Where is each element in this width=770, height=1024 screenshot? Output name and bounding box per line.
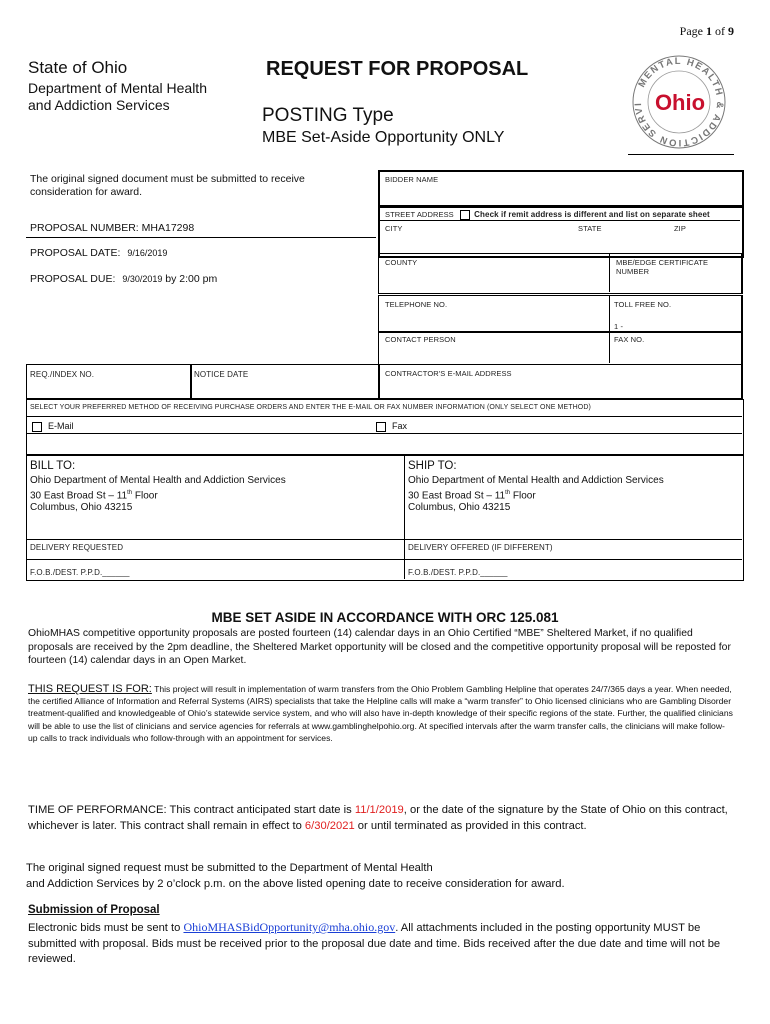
email-option[interactable] xyxy=(32,421,74,432)
performance-text-2: , or the date of the signature by the State of Ohio on this contract, whichever is later. This contract shall remain in effect to xyxy=(28,804,728,832)
remit-check-label: Check if remit address is different and list on separate sheet xyxy=(474,210,710,219)
state-name: State of Ohio xyxy=(28,58,128,77)
posting-subtype: MBE Set-Aside Opportunity ONLY xyxy=(262,129,505,146)
fob-left: F.O.B./DEST. P.P.D.______ xyxy=(30,568,130,577)
ship-to-line-3: Columbus, Ohio 43215 xyxy=(408,502,511,514)
signed-request-notice xyxy=(26,861,565,892)
contact-person-label: CONTACT PERSON xyxy=(385,335,456,344)
bill-to-line-2: 30 East Broad St – 11th Floor xyxy=(30,490,158,502)
performance-end-date: 6/30/2021 xyxy=(304,819,355,832)
proposal-date xyxy=(30,247,167,259)
submission-body xyxy=(28,920,738,968)
ship-to-line-2: 30 East Broad St – 11th Floor xyxy=(408,490,536,502)
bid-email-link[interactable]: OhioMHASBidOpportunity@mha.ohio.gov xyxy=(183,920,396,934)
state-label: STATE xyxy=(578,224,602,233)
proposal-date-label: PROPOSAL DATE: xyxy=(30,247,121,259)
toll-free-label: TOLL FREE NO. xyxy=(614,300,672,309)
bill-to-line-3: Columbus, Ohio 43215 xyxy=(30,502,133,514)
submission-pre: Electronic bids must be sent to xyxy=(28,922,184,934)
signed-notice-line-1: The original signed request must be submitted to the Department of Mental Health xyxy=(26,862,433,874)
proposal-due-label: PROPOSAL DUE: xyxy=(30,273,116,285)
proposal-number-value: MHA17298 xyxy=(141,222,195,234)
notice-date-label: NOTICE DATE xyxy=(194,370,249,379)
request-label: THIS REQUEST IS FOR: xyxy=(28,683,152,695)
fob-right: F.O.B./DEST. P.P.D.______ xyxy=(408,568,508,577)
original-document-notice: The original signed document must be submitted to receive consideration for award. xyxy=(30,173,305,198)
ohio-mhas-logo xyxy=(622,50,736,160)
fax-option[interactable] xyxy=(376,421,407,432)
performance-start-date: 11/1/2019 xyxy=(354,804,404,816)
performance-text-3: or until terminated as provided in this contract. xyxy=(354,819,587,832)
logo-ring-text: MENTAL HEALTH & ADDICTION SERVI xyxy=(632,55,726,149)
page-of: of xyxy=(715,24,725,38)
mbe-heading: MBE SET ASIDE IN ACCORDANCE WITH ORC 125.081 xyxy=(211,610,559,625)
mbe-body: OhioMHAS competitive opportunity proposals are posted fourteen (14) calendar days in an Ohio Certified “MBE” Sheltered Market, if no qualified proposals are received by the 2pm deadline, the Sheltered Market opportunity will be closed and the competitive opportunity proposal will be reposted for fourteen (14) calendar days in an Open Market. xyxy=(28,628,731,666)
proposal-due xyxy=(30,273,217,285)
req-index-label: REQ./INDEX NO. xyxy=(30,370,95,379)
request-section xyxy=(28,683,734,744)
mbe-certificate-label: MBE/EDGE CERTIFICATE NUMBER xyxy=(616,258,709,276)
submission-post: . All attachments included in the posting opportunity MUST be submitted with proposal. Bids must be received prior to the proposal due date and time. Bids received after the due date and time will not be reviewed. xyxy=(28,922,721,965)
street-address-label: STREET ADDRESS xyxy=(385,210,454,219)
contractor-email-label: CONTRACTOR'S E-MAIL ADDRESS xyxy=(385,369,512,378)
performance-text-1: TIME OF PERFORMANCE: This contract anticipated start date is xyxy=(28,804,355,816)
proposal-due-date: 9/30/2019 xyxy=(122,274,163,284)
department-line-2: and Addiction Services xyxy=(28,97,170,113)
proposal-number xyxy=(30,222,194,234)
zip-label: ZIP xyxy=(674,224,686,233)
bidder-name-label: BIDDER NAME xyxy=(385,175,439,184)
proposal-date-value: 9/16/2019 xyxy=(127,248,168,258)
delivery-offered-label: DELIVERY OFFERED (IF DIFFERENT) xyxy=(408,543,553,552)
bill-to-line-1: Ohio Department of Mental Health and Addiction Services xyxy=(30,475,286,486)
ship-to-section xyxy=(408,460,664,514)
submission-heading: Submission of Proposal xyxy=(28,904,160,916)
county-label: COUNTY xyxy=(385,258,418,267)
department-line-1: Department of Mental Health xyxy=(28,80,207,96)
email-checkbox[interactable] xyxy=(32,422,42,432)
bill-to-section xyxy=(30,460,286,514)
page-title: REQUEST FOR PROPOSAL xyxy=(266,58,529,80)
fax-no-label: FAX NO. xyxy=(614,335,645,344)
request-body: This project will result in implementation of warm transfers from the Ohio Problem Gambling Helpline that operates 24/7/365 days a year. When needed, the certified Alliance of Information and Referral Systems (AIRS) specialists that take the Helpline calls will make a “warm transfer” to Ohio licensed clinicians who are Gambling Disorder treatment-qualified and knowledgeable of Ohio’s statewide service system, and who will also have in-depth knowledge of their specific regions of the state. Further, the qualified clinicians will be able to use the list of clinicians and service agencies for referrals at www.gamblinghelpohio.org. At specified intervals after the warm transfer calls, the clinicians will make follow-up calls to track individuals who follow-through with an appointment for services. xyxy=(28,684,733,743)
city-label: CITY xyxy=(385,224,403,233)
ship-to-heading: SHIP TO: xyxy=(408,460,457,472)
street-address-row xyxy=(385,210,710,220)
bill-to-heading: BILL TO: xyxy=(30,460,76,472)
fax-checkbox[interactable] xyxy=(376,422,386,432)
delivery-requested-label: DELIVERY REQUESTED xyxy=(30,543,124,552)
email-option-label: E-Mail xyxy=(48,421,74,431)
remit-checkbox[interactable] xyxy=(460,210,470,220)
page-total: 9 xyxy=(728,24,734,38)
page-number xyxy=(680,24,734,39)
posting-type: POSTING Type xyxy=(262,105,394,126)
signed-notice-line-2: and Addiction Services by 2 o’clock p.m. on the above listed opening date to receive consideration for award. xyxy=(26,877,565,890)
logo-ohio-word: Ohio xyxy=(654,90,706,115)
proposal-number-label: PROPOSAL NUMBER: xyxy=(30,222,139,234)
ship-to-line-1: Ohio Department of Mental Health and Addiction Services xyxy=(408,475,664,486)
order-method-instruction: SELECT YOUR PREFERRED METHOD OF RECEIVING PURCHASE ORDERS AND ENTER THE E-MAIL OR FAX NUMBER INFORMATION (ONLY SELECT ONE METHOD) xyxy=(30,404,591,411)
fax-option-label: Fax xyxy=(392,421,408,431)
toll-free-prefix: 1 - xyxy=(614,322,624,331)
time-of-performance xyxy=(28,803,738,834)
proposal-due-time: by 2:00 pm xyxy=(165,273,218,285)
page-label: Page xyxy=(679,24,703,38)
telephone-label: TELEPHONE NO. xyxy=(385,300,448,309)
page-current: 1 xyxy=(706,24,712,38)
